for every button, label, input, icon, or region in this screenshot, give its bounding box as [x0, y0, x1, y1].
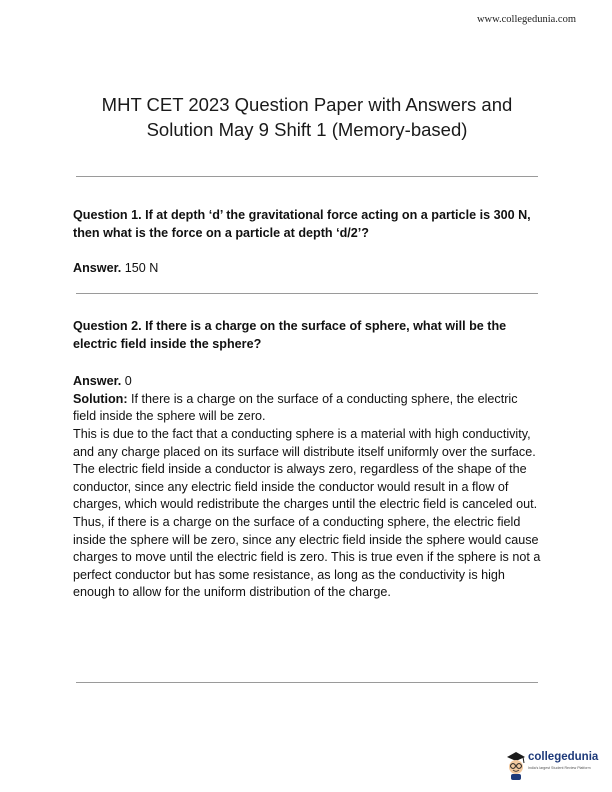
question-text: Question 2. If there is a charge on the surface of sphere, what will be the electric field inside the sphere? — [73, 319, 507, 351]
question-text: Question 1. If at depth ‘d’ the gravitational force acting on a particle is 300 N, then what is the force on a particle at depth ‘d/2’? — [73, 208, 531, 240]
logo-text: collegedunia — [528, 751, 599, 763]
divider-rule — [76, 682, 538, 683]
answer-value: 0 — [121, 374, 132, 389]
solution-label: Solution: — [73, 391, 128, 406]
site-url[interactable]: www.collegedunia.com — [476, 14, 576, 25]
divider-rule — [76, 293, 538, 294]
answer-value: 150 N — [121, 261, 159, 276]
question-block-2 — [73, 318, 543, 602]
solution-intro-text: If there is a charge on the surface of a conducting sphere, the electric field inside the sphere will be zero. — [73, 391, 518, 424]
mascot-icon — [504, 748, 528, 782]
collegedunia-logo[interactable] — [504, 748, 604, 782]
answer-line — [73, 260, 543, 278]
solution-paragraph: This is due to the fact that a conducting sphere is a material with high conductivity, and any charge placed on its surface will distribute itself uniformly over the surface. The electric field inside a conductor is always zero, regardless of the shape of the conductor, since any electric field inside the conductor would result in a flow of charges, which would redistribute the charges until the electric field is canceled out. — [73, 426, 538, 512]
answer-line — [73, 373, 543, 391]
answer-label: Answer. — [73, 374, 122, 389]
question-block-1 — [73, 207, 543, 278]
answer-label: Answer. — [73, 261, 122, 276]
solution-paragraph: Thus, if there is a charge on the surface of a conducting sphere, the electric field inside the sphere will be zero, since any electric field inside the sphere would cause charges to move until the electric field is zero. This is true even if the sphere is not a perfect conductor but has some resistance, as long as the conductivity is high enough to allow for the uniform distribution of the charge. — [73, 514, 541, 600]
divider-rule — [76, 176, 538, 177]
document-title — [76, 92, 538, 142]
title-line-1: MHT CET 2023 Question Paper with Answers and — [101, 94, 513, 115]
solution-intro — [73, 391, 543, 426]
logo-tagline: India's largest Student Review Platform — [528, 766, 591, 770]
title-line-2: Solution May 9 Shift 1 (Memory-based) — [146, 119, 468, 140]
